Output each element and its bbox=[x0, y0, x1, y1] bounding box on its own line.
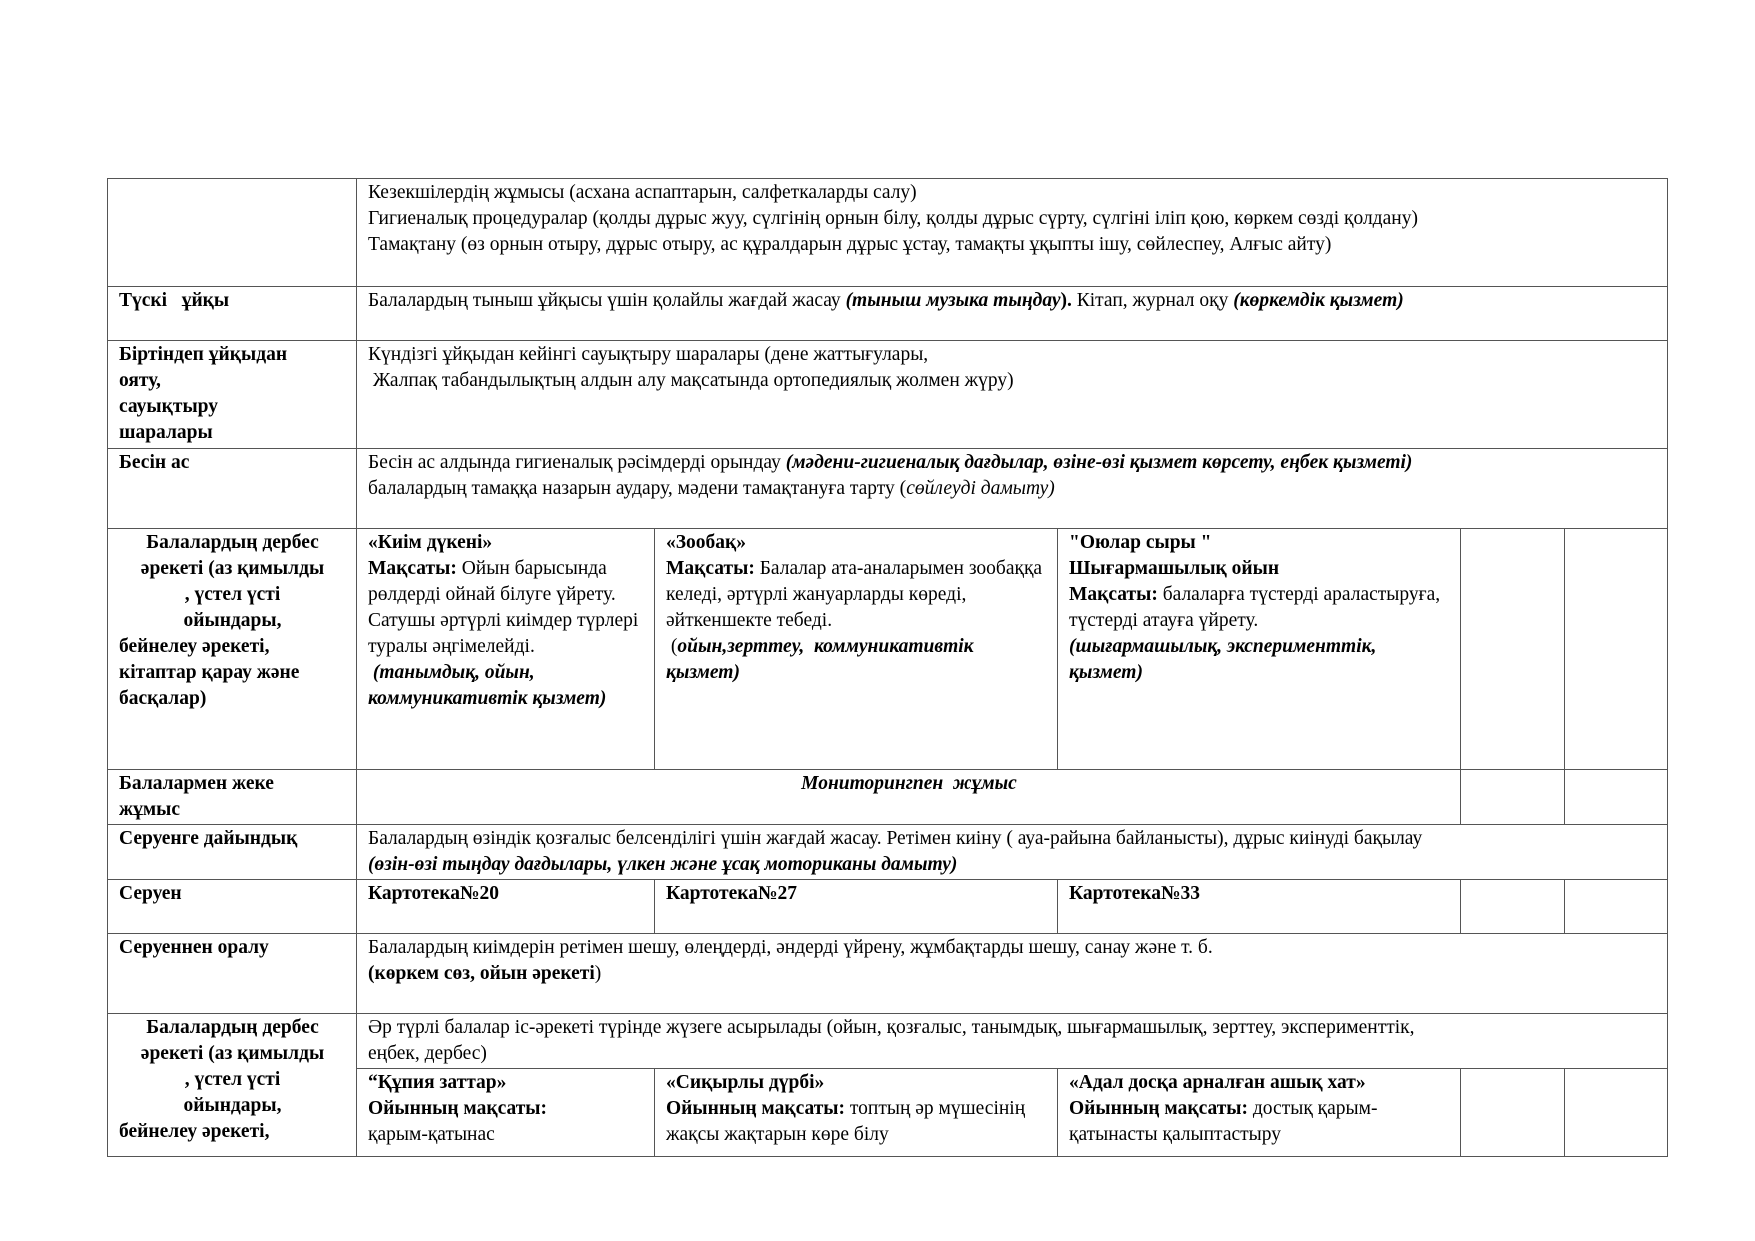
wake-label-line-4: шаралары bbox=[119, 422, 213, 443]
indep1-label-line-6: кітаптар қарау және bbox=[119, 662, 300, 683]
game2-3-title: «Адал досқа арналған ашық хат» bbox=[1069, 1072, 1366, 1093]
game-3-goal-text: балаларға түстерді араластыруға, түстерді атауға үйрету. bbox=[1069, 584, 1441, 631]
game-2-activity: ойын,зерттеу, коммуникативтік қызмет) bbox=[666, 636, 979, 683]
indep1-label-line-3: , үстел үсті bbox=[184, 584, 281, 605]
row-return bbox=[108, 934, 1668, 1014]
game2-2-goal-text: топтың әр мүшесінің жақсы жақтарын көре білу bbox=[666, 1098, 1026, 1145]
empty-cell bbox=[1565, 880, 1668, 934]
row-snack-content bbox=[357, 449, 1668, 529]
snack-text-4: сөйлеуді дамыту) bbox=[906, 478, 1055, 499]
empty-cell bbox=[1461, 880, 1565, 934]
game-2-goal-text: Балалар ата-аналарымен зообаққа келеді, әртүрлі жануарларды көреді, әйткеншекте тебеді. bbox=[666, 558, 1043, 631]
indep2-intro-line-2: еңбек, дербес) bbox=[368, 1043, 487, 1064]
row-wake-label bbox=[108, 341, 357, 449]
row-return-label: Серуеннен оралу bbox=[108, 934, 357, 1014]
indep2-intro-line-1: Әр түрлі балалар іс-әрекеті түрінде жүзеге асырылады (ойын, қозғалыс, танымдық, шығармашылық, зерттеу, эксперименттік, bbox=[368, 1017, 1415, 1038]
game2-1-goal-label: Ойынның мақсаты: bbox=[368, 1098, 548, 1119]
game-1-goal-text: Ойын барысында рөлдерді ойнай білуге үйрету. Сатушы әртүрлі киімдер түрлері туралы әңгімелейді. bbox=[368, 558, 639, 657]
indep1-label-line-2: әрекеті (аз қимылды bbox=[140, 558, 325, 579]
game2-2-title: «Сиқырлы дүрбі» bbox=[666, 1072, 825, 1093]
nap-text-4: Кітап, журнал оқу bbox=[1076, 290, 1234, 311]
duty-line-3: Тамақтану (өз орнын отыру, дұрыс отыру, ас құралдарын дұрыс ұстау, тамақты ұқыпты ішу, сөйлеспеу, Алғыс айту) bbox=[368, 234, 1332, 255]
wake-label-line-2: ояту, bbox=[119, 370, 161, 391]
game-1-goal-label: Мақсаты: bbox=[368, 558, 457, 579]
individual-label-line-1: Балалармен жеке bbox=[119, 773, 274, 794]
game-3-goal-label: Мақсаты: bbox=[1069, 584, 1158, 605]
monitoring-work: Мониторингпен жұмыс bbox=[357, 770, 1461, 825]
game2-card-1 bbox=[357, 1069, 655, 1157]
row-nap-content bbox=[357, 287, 1668, 341]
snack-text-2: (мәдени-гигиеналық дағдылар, өзіне-өзі қызмет көрсету, еңбек қызметі) bbox=[785, 452, 1413, 473]
walk-prep-text-1: Балалардың өзіндік қозғалыс белсенділігі үшін жағдай жасау. Ретімен киіну ( ауа-райына байланысты), дұрыс киінуді бақылау bbox=[368, 828, 1423, 849]
game2-2-goal-label: Ойынның мақсаты: bbox=[666, 1098, 846, 1119]
return-text-3: ) bbox=[594, 963, 602, 984]
snack-text-3: балалардың тамаққа назарын аудару, мәдени тамақтануға тарту ( bbox=[368, 478, 907, 499]
nap-text-3: ). bbox=[1060, 290, 1077, 311]
indep2-label-line-2: әрекеті (аз қимылды bbox=[140, 1043, 325, 1064]
row-individual bbox=[108, 770, 1668, 825]
row-individual-label bbox=[108, 770, 357, 825]
row-walk bbox=[108, 880, 1668, 934]
game-3-activity: (шығармашылық, эксперименттік, қызмет) bbox=[1069, 636, 1377, 683]
row-wake bbox=[108, 341, 1668, 449]
row-return-content bbox=[357, 934, 1668, 1014]
game-1-activity: (танымдық, ойын, коммуникативтік қызмет) bbox=[368, 662, 607, 709]
walk-card-2: Картотека№27 bbox=[655, 880, 1058, 934]
daily-plan-table bbox=[107, 178, 1668, 1157]
game2-card-2 bbox=[655, 1069, 1058, 1157]
wake-label-line-3: сауықтыру bbox=[119, 396, 219, 417]
indep1-label-line-5: бейнелеу әрекеті, bbox=[119, 636, 270, 657]
wake-line-2: Жалпақ табандылықтың алдын алу мақсатында ортопедиялық жолмен жүру) bbox=[368, 370, 1014, 391]
game-1-title: «Киім дүкені» bbox=[368, 532, 493, 553]
return-text-1: Балалардың киімдерін ретімен шешу, өлеңдерді, әндерді үйрену, жұмбақтарды шешу, санау және т. б. bbox=[368, 937, 1213, 958]
game-2-goal-label: Мақсаты: bbox=[666, 558, 755, 579]
row-nap bbox=[108, 287, 1668, 341]
game2-card-3 bbox=[1058, 1069, 1461, 1157]
snack-text-1: Бесін ас алдында гигиеналық рәсімдерді орындау bbox=[368, 452, 786, 473]
row-independent-1 bbox=[108, 529, 1668, 770]
row-walk-prep bbox=[108, 825, 1668, 880]
empty-cell bbox=[1565, 770, 1668, 825]
row-snack bbox=[108, 449, 1668, 529]
indep2-label-line-4: ойындары, bbox=[183, 1095, 282, 1116]
indep1-label-line-7: басқалар) bbox=[119, 688, 207, 709]
nap-text-5: (көркемдік қызмет) bbox=[1233, 290, 1404, 311]
return-text-2: (көркем сөз, ойын әрекеті bbox=[368, 963, 595, 984]
row-duty-content bbox=[357, 179, 1668, 287]
wake-line-1: Күндізгі ұйқыдан кейінгі сауықтыру шаралары (дене жаттығулары, bbox=[368, 344, 929, 365]
game-card-3 bbox=[1058, 529, 1461, 770]
game2-1-title: “Құпия заттар» bbox=[368, 1072, 507, 1093]
game-2-activity-open: ( bbox=[666, 636, 678, 657]
indep2-label-line-3: , үстел үсті bbox=[184, 1069, 281, 1090]
empty-cell bbox=[1461, 770, 1565, 825]
indep1-label-line-4: ойындары, bbox=[183, 610, 282, 631]
row-independent-1-label bbox=[108, 529, 357, 770]
game-card-2 bbox=[655, 529, 1058, 770]
indep2-label-line-5: бейнелеу әрекеті, bbox=[119, 1121, 270, 1142]
game2-3-goal-label: Ойынның мақсаты: bbox=[1069, 1098, 1249, 1119]
empty-cell bbox=[1461, 1069, 1565, 1157]
indep2-label-line-1: Балалардың дербес bbox=[146, 1017, 319, 1038]
row-nap-label: Түскі ұйқы bbox=[108, 287, 357, 341]
row-duty bbox=[108, 179, 1668, 287]
empty-cell bbox=[1565, 529, 1668, 770]
game2-1-goal-text: қарым-қатынас bbox=[368, 1124, 495, 1145]
game-card-1 bbox=[357, 529, 655, 770]
game2-3-goal-text: достық қарым-қатынасты қалыптастыру bbox=[1069, 1098, 1378, 1145]
row-independent-2-intro bbox=[357, 1014, 1668, 1069]
row-walk-label: Серуен bbox=[108, 880, 357, 934]
game-3-subtitle: Шығармашылық ойын bbox=[1069, 558, 1280, 579]
row-walk-prep-label: Серуенге дайындық bbox=[108, 825, 357, 880]
walk-prep-text-2: (өзін-өзі тыңдау дағдылары, үлкен және ұсақ моториканы дамыту) bbox=[368, 854, 958, 875]
duty-line-2: Гигиеналық процедуралар (қолды дұрыс жуу, сүлгінің орнын білу, қолды дұрыс сүрту, сүлгіні іліп қою, көркем сөзді қолдану) bbox=[368, 208, 1418, 229]
row-snack-label: Бесін ас bbox=[108, 449, 357, 529]
row-independent-2 bbox=[108, 1014, 1668, 1069]
duty-line-1: Кезекшілердің жұмысы (асхана аспаптарын, салфеткаларды салу) bbox=[368, 182, 917, 203]
nap-text-1: Балалардың тыныш ұйқысы үшін қолайлы жағдай жасау bbox=[368, 290, 846, 311]
individual-label-line-2: жұмыс bbox=[119, 799, 181, 820]
row-independent-2-label bbox=[108, 1014, 357, 1157]
nap-text-2: (тыныш музыка тыңдау bbox=[845, 290, 1061, 311]
walk-card-1: Картотека№20 bbox=[357, 880, 655, 934]
game-3-title: "Оюлар сыры " bbox=[1069, 532, 1212, 553]
walk-card-3: Картотека№33 bbox=[1058, 880, 1461, 934]
empty-cell bbox=[1461, 529, 1565, 770]
wake-label-line-1: Біртіндеп ұйқыдан bbox=[119, 344, 288, 365]
game-2-title: «Зообақ» bbox=[666, 532, 747, 553]
row-duty-label bbox=[108, 179, 357, 287]
empty-cell bbox=[1565, 1069, 1668, 1157]
row-wake-content bbox=[357, 341, 1668, 449]
indep1-label-line-1: Балалардың дербес bbox=[146, 532, 319, 553]
row-walk-prep-content bbox=[357, 825, 1668, 880]
